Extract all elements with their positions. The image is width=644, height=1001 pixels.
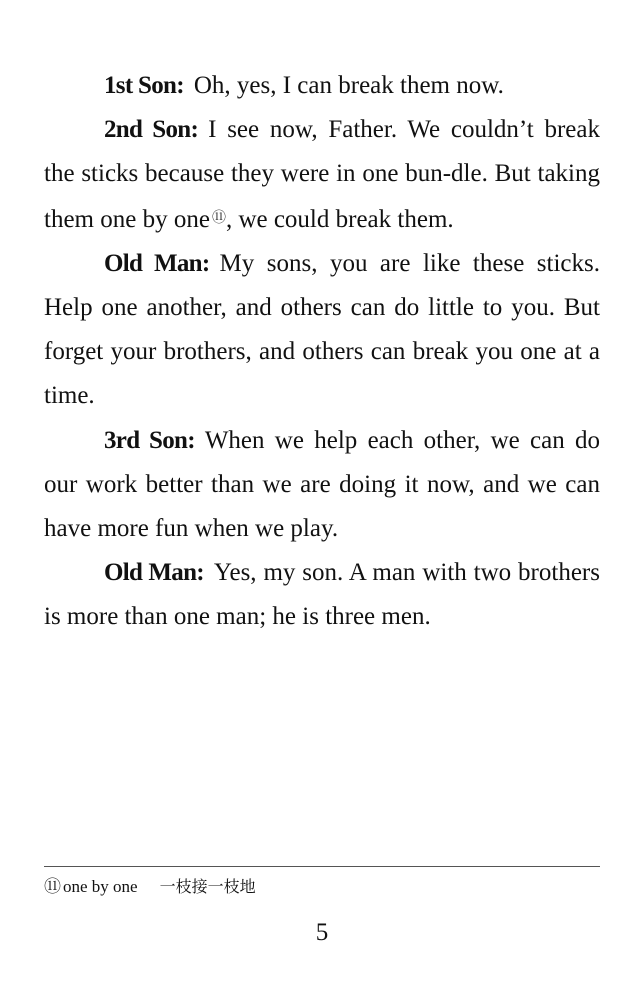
footnote-marker: ⑪: [44, 877, 61, 896]
line-text: Oh, yes, I can break them now.: [193, 72, 504, 99]
line-text: My sons, you are like these sticks. Help one another, and others can do little to you. But forget your brothers, and others can break you one at a time.: [44, 249, 600, 410]
line-text: Yes, my son. A man with two brothers is more than one man; he is three men.: [44, 559, 600, 631]
page-number: 5: [315, 919, 329, 946]
footnote: [44, 876, 256, 898]
line-text: When we help each other, we can do our work better than we are doing it now, and we can have more fun when we play.: [44, 426, 600, 543]
dialogue-text: [44, 64, 600, 640]
dialogue-line: [44, 242, 600, 419]
dialogue-line: [44, 419, 600, 552]
line-text: I see now, Father. We couldn’t break the sticks because they were in one bun-dle. But taking them one by one: [44, 116, 600, 233]
speaker-label: 1st Son:: [104, 72, 184, 99]
footnote-gloss: 一枝接一枝地: [159, 877, 256, 896]
dialogue-line: [44, 108, 600, 242]
speaker-label: 3rd Son:: [104, 426, 195, 454]
speaker-label: Old Man:: [104, 249, 210, 277]
footnote-term: one by one: [63, 877, 138, 896]
dialogue-line: [44, 64, 600, 108]
line-text-continued: , we could break them.: [225, 205, 454, 233]
speaker-label: 2nd Son:: [104, 116, 199, 144]
dialogue-line: [44, 551, 600, 639]
footnote-reference: ⑪: [211, 210, 226, 226]
footnote-divider: [44, 866, 600, 867]
speaker-label: Old Man:: [104, 559, 204, 587]
